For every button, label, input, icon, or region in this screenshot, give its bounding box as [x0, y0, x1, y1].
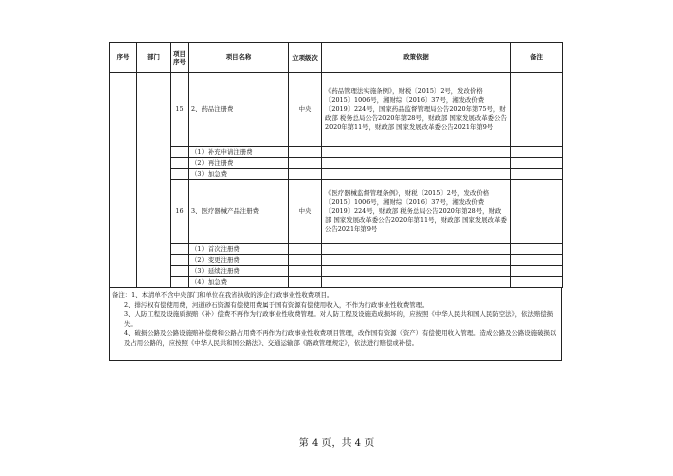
cell-proj-name: （1）补充申请注册费 [189, 147, 289, 158]
cell-proj-no [171, 255, 189, 266]
cell-proj-name: （1）首次注册费 [189, 244, 289, 255]
header-basis: 政策依据 [322, 43, 511, 73]
cell-dept [137, 73, 171, 288]
note-4: 4、破损公路及公路设施赔补偿费和公路占用费不再作为行政事业性收费项目管理，改作国有资源（资产）有偿使用收入管理。造成公路及公路设施破损以及占用公路的，应按照《中华人民共和国公路法》、交通运输部《路政管理规定》，依法进行赔偿或补偿。 [124, 329, 557, 347]
cell-proj-name: 3、医疗器械产品注册费 [189, 180, 289, 244]
header-dept: 部门 [137, 43, 171, 73]
cell-proj-name: （2）变更注册费 [189, 255, 289, 266]
cell-remark [511, 277, 563, 288]
cell-proj-name: （2）再注册费 [189, 158, 289, 169]
cell-proj-name: （3）延续注册费 [189, 266, 289, 277]
fee-list-sheet [109, 42, 562, 361]
cell-proj-no: 15 [171, 73, 189, 147]
note-3: 3、人防工程及设施质损赔（补）偿费不再作为行政事业性收费管理。对人防工程及设施造成损坏的，应按照《中华人民共和国人民防空法》，依法赔偿损失。 [124, 310, 554, 328]
header-seq: 序号 [110, 43, 137, 73]
notes-block [109, 288, 562, 361]
table-header-row [110, 43, 563, 73]
cell-remark [511, 147, 563, 158]
cell-proj-name: （3）加急费 [189, 169, 289, 180]
cell-proj-name: （4）加急费 [189, 277, 289, 288]
cell-basis [322, 244, 511, 255]
cell-basis [322, 169, 511, 180]
table-row [110, 180, 563, 244]
cell-level: 中央 [289, 73, 322, 147]
cell-proj-name: 2、药品注册费 [189, 73, 289, 147]
fee-table [109, 42, 563, 288]
cell-remark [511, 266, 563, 277]
cell-proj-no [171, 147, 189, 158]
header-level: 立项级次 [289, 43, 322, 73]
cell-level [289, 244, 322, 255]
cell-proj-no [171, 266, 189, 277]
cell-remark [511, 169, 563, 180]
note-2: 2、排污权有偿使用费，河道砂石资源有偿使用费属于国有资源有偿使用收入，不作为行政事业性收费管理。 [124, 300, 429, 309]
table-row [110, 266, 563, 277]
cell-basis: 《医疗器械监督管理条例》，财税〔2015〕2号，发改价格〔2015〕1006号，湘财综〔2016〕37号，湘发改价费〔2019〕224号，财政部 税务总局公告2020年第28号，财政部 国家发展改革委公告2020年第11号，财政部 国家发展改革委公告2021年第9号 [322, 180, 511, 244]
cell-proj-no [171, 244, 189, 255]
cell-seq [110, 73, 137, 288]
header-remark: 备注 [511, 43, 563, 73]
cell-proj-no [171, 169, 189, 180]
cell-level [289, 158, 322, 169]
cell-basis [322, 255, 511, 266]
cell-remark [511, 244, 563, 255]
table-row [110, 73, 563, 147]
cell-remark [511, 255, 563, 266]
cell-proj-no [171, 277, 189, 288]
table-row [110, 147, 563, 158]
cell-level [289, 169, 322, 180]
cell-level [289, 147, 322, 158]
cell-basis [322, 277, 511, 288]
header-proj-no: 项目序号 [171, 43, 189, 73]
cell-basis [322, 147, 511, 158]
cell-remark [511, 158, 563, 169]
cell-remark [511, 73, 563, 147]
table-row [110, 255, 563, 266]
cell-level [289, 266, 322, 277]
cell-proj-no [171, 158, 189, 169]
table-row [110, 277, 563, 288]
table-row [110, 244, 563, 255]
cell-level [289, 255, 322, 266]
page-number: 第 4 页，共 4 页 [298, 438, 375, 449]
table-row [110, 158, 563, 169]
cell-basis: 《药品管理法实施条例》，财税〔2015〕2号，发改价格〔2015〕1006号，湘财综〔2016〕37号，湘发改价费〔2019〕224号，国家药品监督管理局公告2020年第75号，财政部 税务总局公告2020年第28号，财政部 国家发展改革委公告2020年第11号，财政部 国家发展改革委公告2021年第9号 [322, 73, 511, 147]
cell-level [289, 277, 322, 288]
table-row [110, 169, 563, 180]
cell-remark [511, 180, 563, 244]
cell-level: 中央 [289, 180, 322, 244]
header-proj-name: 项目名称 [189, 43, 289, 73]
cell-proj-no: 16 [171, 180, 189, 244]
cell-basis [322, 158, 511, 169]
note-1: 备注：1、本清单不含中央部门和单位在我省执收的涉企行政事业性收费项目。 [112, 291, 334, 299]
cell-basis [322, 266, 511, 277]
